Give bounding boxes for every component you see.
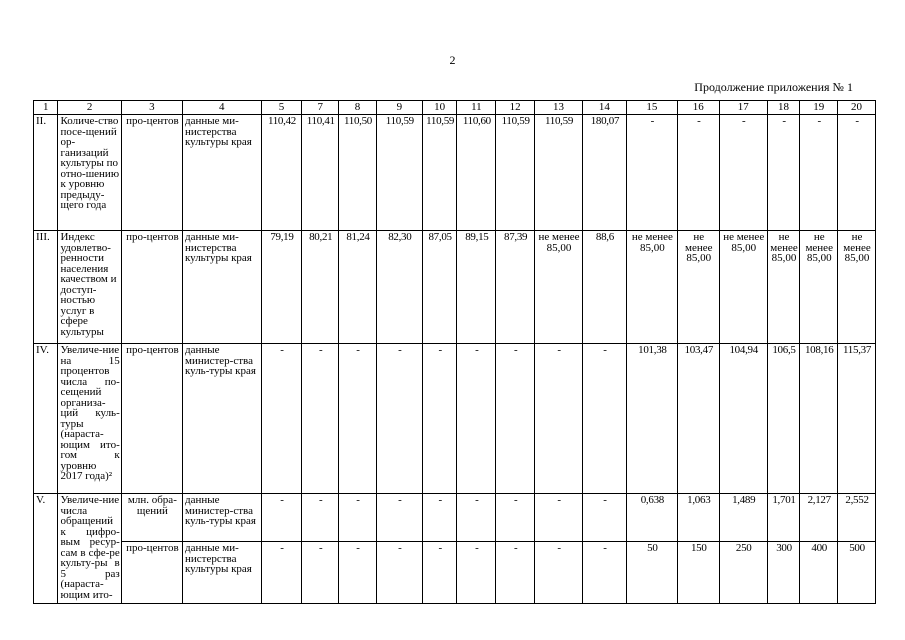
value-cell: 110,50 <box>339 115 377 231</box>
column-header: 11 <box>457 101 496 115</box>
value-cell: 1,063 <box>677 494 719 542</box>
column-header: 3 <box>121 101 182 115</box>
value-cell: 150 <box>677 542 719 604</box>
row-number: IV. <box>34 344 58 494</box>
value-cell: - <box>339 344 377 494</box>
value-cell: 1,701 <box>767 494 800 542</box>
indicator-name: Увеличе-ние на 15 процентов числа по-сещений организа-ций куль-туры (нараста-ющим ито-гом к уровню 2017 года)² <box>58 344 121 494</box>
value-cell: 87,05 <box>422 231 457 344</box>
row-number: V. <box>34 494 58 604</box>
value-cell: 79,19 <box>261 231 302 344</box>
value-cell: - <box>457 542 496 604</box>
value-cell: 108,16 <box>800 344 838 494</box>
column-header: 2 <box>58 101 121 115</box>
column-header: 20 <box>838 101 876 115</box>
source: данные ми-нистерства культуры края <box>182 115 261 231</box>
column-header: 12 <box>496 101 535 115</box>
value-cell: 88,6 <box>582 231 626 344</box>
value-cell: - <box>376 542 422 604</box>
column-header: 9 <box>376 101 422 115</box>
value-cell: - <box>376 344 422 494</box>
value-cell: 110,59 <box>496 115 535 231</box>
value-cell: - <box>339 494 377 542</box>
value-cell: не менее 85,00 <box>767 231 800 344</box>
indicators-table <box>33 100 876 604</box>
table-row <box>34 231 876 344</box>
value-cell: - <box>261 344 302 494</box>
column-header: 1 <box>34 101 58 115</box>
value-cell: - <box>719 115 767 231</box>
value-cell: не менее 85,00 <box>535 231 583 344</box>
value-cell: - <box>496 344 535 494</box>
source: данные министер-ства куль-туры края <box>182 344 261 494</box>
value-cell: 110,42 <box>261 115 302 231</box>
value-cell: - <box>261 494 302 542</box>
column-header: 15 <box>626 101 677 115</box>
value-cell: - <box>422 494 457 542</box>
unit: про-центов <box>121 542 182 604</box>
value-cell: - <box>582 494 626 542</box>
value-cell: не менее 85,00 <box>800 231 838 344</box>
value-cell: 500 <box>838 542 876 604</box>
column-header: 18 <box>767 101 800 115</box>
value-cell: 80,21 <box>302 231 339 344</box>
value-cell: - <box>339 542 377 604</box>
row-number: II. <box>34 115 58 231</box>
source: данные ми-нистерства культуры края <box>182 231 261 344</box>
value-cell: не менее 85,00 <box>719 231 767 344</box>
value-cell: - <box>535 494 583 542</box>
value-cell: - <box>496 494 535 542</box>
table-row <box>34 542 876 604</box>
value-cell: - <box>535 542 583 604</box>
column-header: 4 <box>182 101 261 115</box>
value-cell: 110,59 <box>535 115 583 231</box>
value-cell: не менее 85,00 <box>677 231 719 344</box>
page-number: 2 <box>449 53 456 67</box>
row-number: III. <box>34 231 58 344</box>
value-cell: - <box>582 344 626 494</box>
value-cell: 87,39 <box>496 231 535 344</box>
value-cell: 101,38 <box>626 344 677 494</box>
value-cell: 103,47 <box>677 344 719 494</box>
value-cell: - <box>838 115 876 231</box>
table-row <box>34 494 876 542</box>
column-header: 8 <box>339 101 377 115</box>
value-cell: 2,552 <box>838 494 876 542</box>
source: данные министер-ства куль-туры края <box>182 494 261 542</box>
value-cell: 180,07 <box>582 115 626 231</box>
value-cell: - <box>582 542 626 604</box>
column-header: 17 <box>719 101 767 115</box>
column-header: 19 <box>800 101 838 115</box>
value-cell: - <box>457 344 496 494</box>
table-row <box>34 344 876 494</box>
column-header: 14 <box>582 101 626 115</box>
unit: про-центов <box>121 231 182 344</box>
value-cell: 110,41 <box>302 115 339 231</box>
source: данные ми-нистерства культуры края <box>182 542 261 604</box>
value-cell: 300 <box>767 542 800 604</box>
column-header: 10 <box>422 101 457 115</box>
value-cell: 1,489 <box>719 494 767 542</box>
unit: млн. обра-щений <box>121 494 182 542</box>
value-cell: не менее 85,00 <box>626 231 677 344</box>
value-cell: 110,59 <box>376 115 422 231</box>
value-cell: - <box>800 115 838 231</box>
value-cell: - <box>767 115 800 231</box>
continuation-label: Продолжение приложения № 1 <box>694 80 853 94</box>
column-header: 16 <box>677 101 719 115</box>
column-header: 13 <box>535 101 583 115</box>
value-cell: - <box>302 494 339 542</box>
value-cell: 0,638 <box>626 494 677 542</box>
indicator-name: Индекс удовлетво-ренности населения качеством и доступ-ностью услуг в сфере культуры <box>58 231 121 344</box>
unit: про-центов <box>121 344 182 494</box>
table-row <box>34 115 876 231</box>
value-cell: 82,30 <box>376 231 422 344</box>
value-cell: - <box>457 494 496 542</box>
value-cell: - <box>496 542 535 604</box>
value-cell: - <box>422 344 457 494</box>
unit: про-центов <box>121 115 182 231</box>
indicator-name: Количе-ство посе-щений ор-ганизаций культуры по отно-шению к уровню предыду-щего года <box>58 115 121 231</box>
value-cell: 81,24 <box>339 231 377 344</box>
value-cell: - <box>677 115 719 231</box>
value-cell: 104,94 <box>719 344 767 494</box>
value-cell: 2,127 <box>800 494 838 542</box>
value-cell: 106,5 <box>767 344 800 494</box>
column-header: 7 <box>302 101 339 115</box>
value-cell: 115,37 <box>838 344 876 494</box>
value-cell: - <box>626 115 677 231</box>
value-cell: 400 <box>800 542 838 604</box>
value-cell: 89,15 <box>457 231 496 344</box>
value-cell: 110,59 <box>422 115 457 231</box>
header-row <box>34 101 876 115</box>
indicator-name: Увеличе-ние числа обращений к цифро-вым ресур-сам в сфе-ре культу-ры в 5 раз (нараста-ющим ито- <box>58 494 121 604</box>
value-cell: - <box>376 494 422 542</box>
value-cell: - <box>302 542 339 604</box>
value-cell: - <box>422 542 457 604</box>
value-cell: 50 <box>626 542 677 604</box>
column-header: 5 <box>261 101 302 115</box>
value-cell: 110,60 <box>457 115 496 231</box>
value-cell: - <box>261 542 302 604</box>
value-cell: - <box>535 344 583 494</box>
value-cell: не менее 85,00 <box>838 231 876 344</box>
value-cell: - <box>302 344 339 494</box>
value-cell: 250 <box>719 542 767 604</box>
